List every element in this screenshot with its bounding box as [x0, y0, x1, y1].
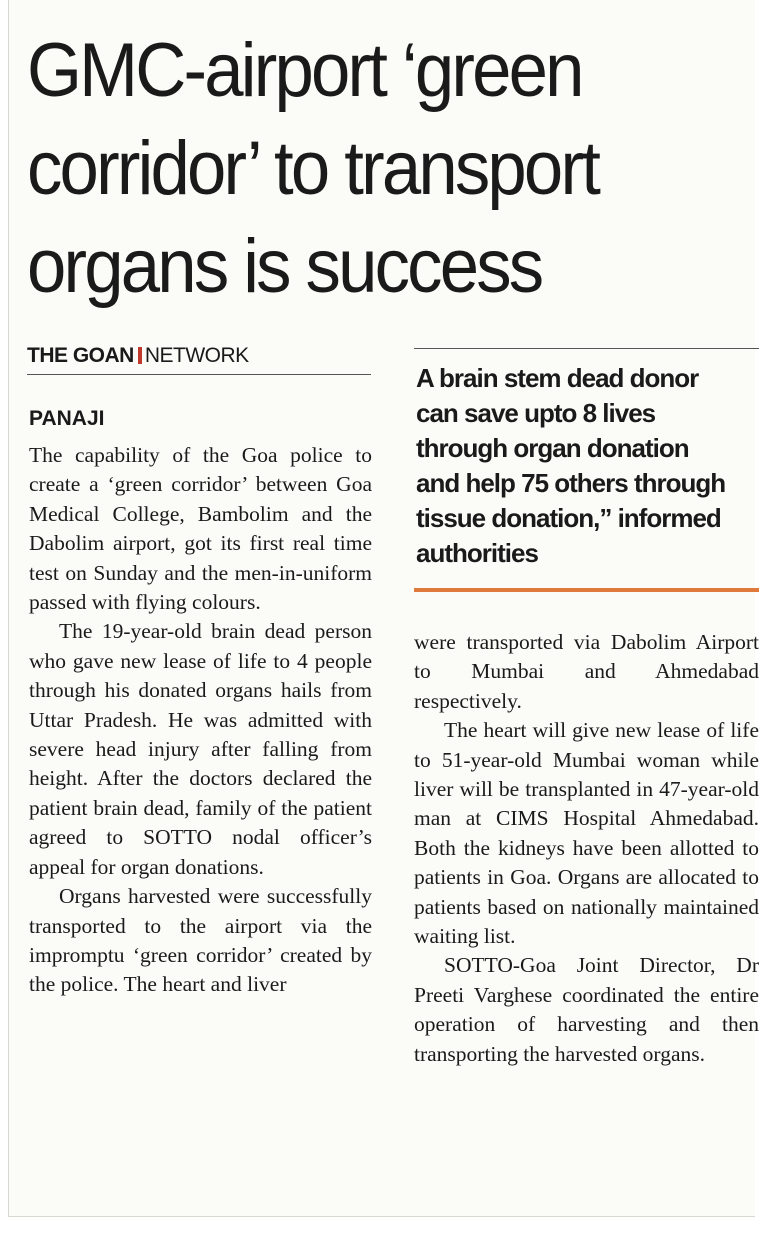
pull-quote-line: authorities [416, 538, 538, 568]
headline-line-2: corridor’ to transport [27, 126, 599, 211]
newspaper-clipping [8, 0, 759, 1217]
headline-line-3: organs is success [27, 224, 542, 309]
article-column-left [29, 441, 372, 1000]
pull-quote-line: through organ donation [416, 433, 689, 463]
byline [27, 344, 371, 375]
paragraph: The capability of the Goa police to create a ‘green corridor’ between Goa Medical College, Bambolim and the Dabolim airport, got its first real time test on Sunday and the men-in-uniform passed with flying colours. [29, 443, 372, 615]
pull-quote-line: and help 75 others through [416, 468, 726, 498]
paragraph: The 19-year-old brain dead person who gave new lease of life to 4 people through his donated organs hails from Uttar Pradesh. He was admitted with severe head injury after falling from height. After the doctors declared the patient brain dead, family of the patient agreed to SOTTO nodal officer’s appeal for organ donations. [29, 619, 372, 879]
pull-quote [414, 348, 759, 592]
article-column-right [414, 628, 759, 1069]
pull-quote-line: tissue donation,” informed [416, 503, 721, 533]
byline-section: NETWORK [144, 344, 249, 367]
headline [27, 22, 697, 316]
byline-separator [138, 347, 142, 364]
paragraph: SOTTO-Goa Joint Director, Dr Preeti Varghese coordinated the entire operation of harvesting and then transporting the harvested organs. [414, 953, 759, 1066]
byline-paper: THE GOAN [27, 344, 134, 367]
paragraph: The heart will give new lease of life to 51-year-old Mumbai woman while liver will be transplanted in 47-year-old man at CIMS Hospital Ahmedabad. Both the kidneys have been allotted to patients in Goa. Organs are allocated to patients based on nationally maintained waiting list. [414, 718, 759, 949]
pull-quote-line: can save upto 8 lives [416, 398, 656, 428]
pull-quote-line: A brain stem dead donor [416, 363, 699, 393]
paragraph: were transported via Dabolim Airport to Mumbai and Ahmedabad respectively. [414, 630, 759, 713]
dateline: PANAJI [29, 407, 105, 430]
headline-line-1: GMC-airport ‘green [27, 28, 582, 113]
paragraph: Organs harvested were successfully transported to the airport via the impromptu ‘green corridor’ created by the police. The heart and liver [29, 884, 372, 997]
